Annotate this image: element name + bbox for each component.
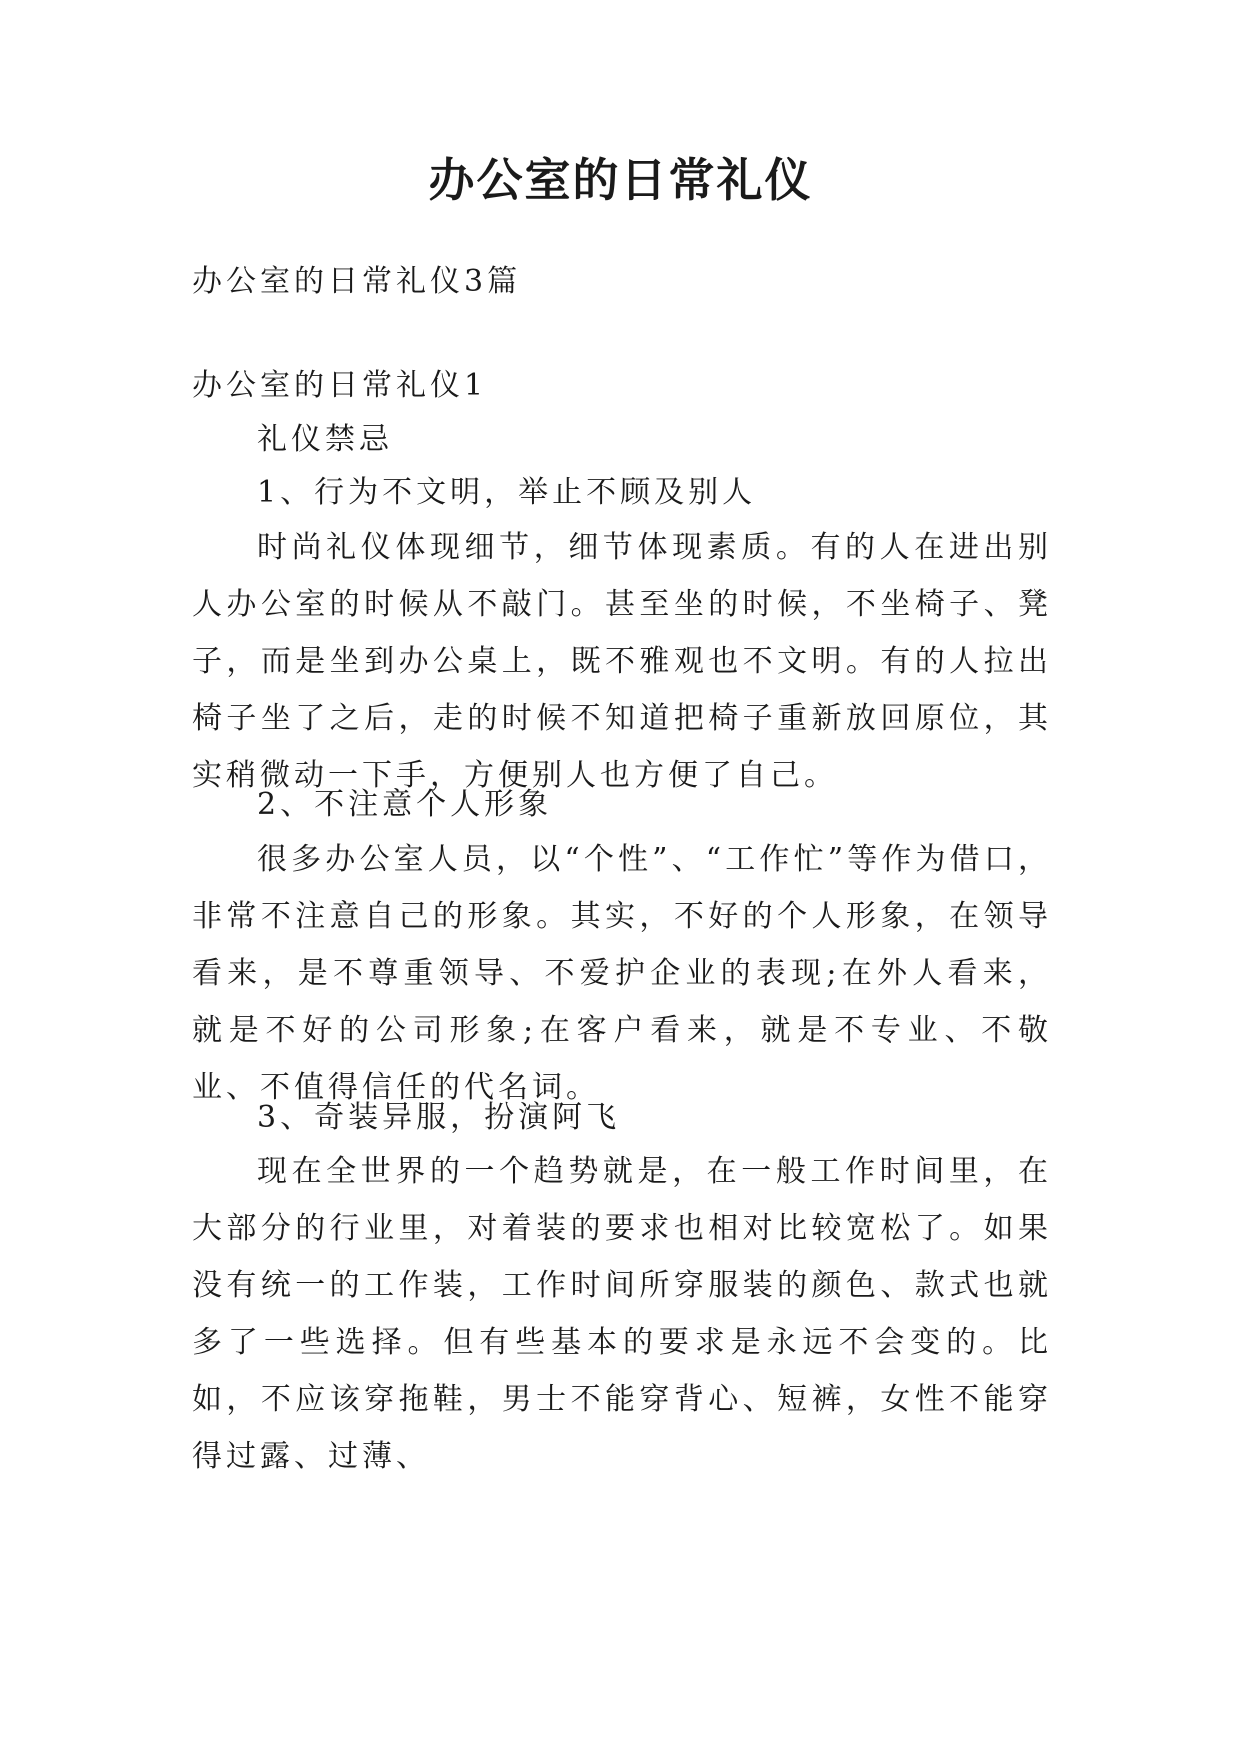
section-heading: 办公室的日常礼仪1 — [192, 368, 488, 403]
item-1-heading: 1、行为不文明，举止不顾及别人 — [257, 475, 757, 510]
item-3-heading: 3、奇装异服，扮演阿飞 — [257, 1100, 621, 1135]
item-1-paragraph: 时尚礼仪体现细节，细节体现素质。有的人在进出别人办公室的时候从不敲门。甚至坐的时候，不坐椅子、凳子，而是坐到办公桌上，既不雅观也不文明。有的人拉出椅子坐了之后，走的时候不知道把椅子重新放回原位，其实稍微动一下手，方便别人也方便了自己。 — [192, 530, 1052, 793]
item-3-paragraph: 现在全世界的一个趋势就是，在一般工作时间里，在大部分的行业里，对着装的要求也相对比较宽松了。如果没有统一的工作装，工作时间所穿服装的颜色、款式也就多了一些选择。但有些基本的要求是永远不会变的。比如，不应该穿拖鞋，男士不能穿背心、短裤，女性不能穿得过露、过薄、 — [192, 1154, 1052, 1474]
topic-heading: 礼仪禁忌 — [257, 422, 393, 457]
document-title: 办公室的日常礼仪 — [428, 153, 813, 207]
item-2-paragraph: 很多办公室人员，以“个性”、“工作忙”等作为借口，非常不注意自己的形象。其实，不好的个人形象，在领导看来，是不尊重领导、不爱护企业的表现;在外人看来，就是不好的公司形象;在客户看来，就是不专业、不敬业、不值得信任的代名词。 — [192, 842, 1052, 1105]
item-2-heading: 2、不注意个人形象 — [257, 787, 553, 822]
document-subtitle: 办公室的日常礼仪3篇 — [192, 264, 522, 299]
